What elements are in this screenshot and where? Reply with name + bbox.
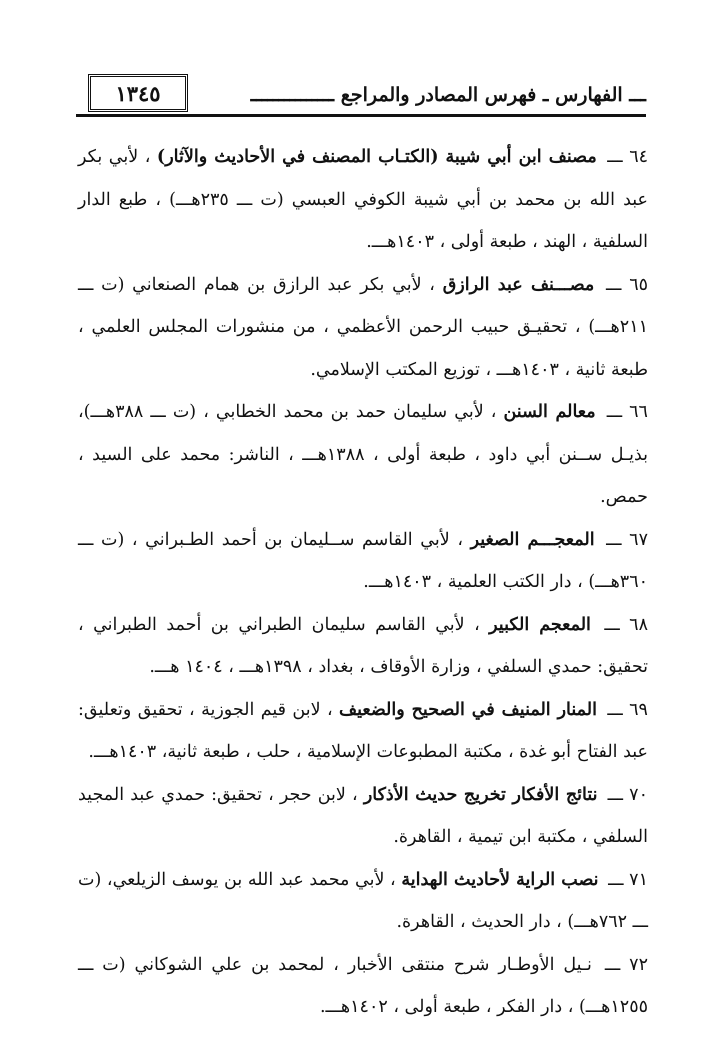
bibliography-entry <box>78 264 648 392</box>
page-number: ١٣٤٥ <box>88 74 188 112</box>
entry-title: المعجـــم الصغير <box>470 529 595 550</box>
bibliography-entry <box>78 136 648 264</box>
entry-number: ٦٩ ـــ <box>607 699 648 720</box>
entry-number: ٧١ ـــ <box>608 869 648 890</box>
bibliography-entry <box>78 859 648 944</box>
page-header <box>76 74 646 122</box>
bibliography-entry <box>78 391 648 519</box>
header-rule <box>76 114 646 117</box>
entry-number: ٦٤ ـــ <box>607 147 648 167</box>
entry-details: ، لأبي سليمان حمد بن محمد الخطابي ، (ت ـــ ٣٨٨هـــ)، بذيـل ســنن أبي داود ، طبعة أولى ، ١٣٨٨هـــ ، الناشر: محمد على السيد ، حمص. <box>78 402 648 507</box>
entry-details: ، لأبي محمد عبد الله بن يوسف الزيلعي، (ت ـــ ٧٦٢هـــ) ، دار الحديث ، القاهرة. <box>78 869 648 932</box>
bibliography-entry <box>78 689 648 774</box>
entry-number: ٦٥ ـــ <box>606 274 648 295</box>
entry-number: ٦٦ ـــ <box>606 402 648 422</box>
entry-title: مصنف ابن أبي شيبة (الكتـاب المصنف في الأحاديث والآثار) <box>156 147 597 167</box>
running-title: ـــ الفهارس ـ فهرس المصادر والمراجع ـــــــــــــــ <box>250 84 646 106</box>
entry-number: ٧٠ ـــ <box>607 784 648 805</box>
bibliography-entry <box>78 774 648 859</box>
entry-title: معالم السنن <box>503 402 596 422</box>
bibliography-entry <box>78 604 648 689</box>
entry-details: نـيل الأوطـار شرح منتقى الأخبار ، لمحمد بن علي الشوكاني (ت ـــ ١٢٥٥هـــ) ، دار الفكر ، طبعة أولى ، ١٤٠٢هـــ. <box>78 954 648 1017</box>
entry-details: ، لابن قيم الجوزية ، تحقيق وتعليق: عبد الفتاح أبو غدة ، مكتبة المطبوعات الإسلامية ، حلب ، طبعة ثانية، ١٤٠٣هـــ. <box>78 699 648 762</box>
entry-number: ٦٨ ـــ <box>604 614 648 635</box>
bibliography-list <box>78 136 648 1029</box>
entry-details: ، لأبي القاسم سليمان الطبراني بن أحمد الطبراني ، تحقيق: حمدي السلفي ، وزارة الأوقاف ، بغداد ، ١٣٩٨هـــ ، ١٤٠٤ هـــ. <box>78 614 648 677</box>
entry-title: نتائج الأفكار تخريج حديث الأذكار <box>363 784 598 805</box>
entry-title: نصب الراية لأحاديث الهداية <box>401 869 599 890</box>
entry-details: ، لابن حجر ، تحقيق: حمدي عبد المجيد السلفي ، مكتبة ابن تيمية ، القاهرة. <box>78 784 648 847</box>
entry-number: ٧٢ ـــ <box>604 954 648 975</box>
entry-number: ٦٧ ـــ <box>606 529 648 550</box>
bibliography-entry <box>78 519 648 604</box>
entry-title: مصـــنف عبد الرازق <box>442 274 595 295</box>
entry-title: المنار المنيف في الصحيح والضعيف <box>339 699 597 720</box>
entry-details: ، لأبي بكر عبد الرازق بن همام الصنعاني (ت ـــ ٢١١هـــ) ، تحقيـق حبيب الرحمن الأعظمي ، من منشورات المجلس العلمي ، طبعة ثانية ، ١٤٠٣هـــ ، توزيع المكتب الإسلامي. <box>78 274 648 380</box>
entry-title: المعجم الكبير <box>489 614 591 635</box>
bibliography-entry <box>78 944 648 1029</box>
entry-details: ، لأبي القاسم ســليمان بن أحمد الطـبراني ، (ت ـــ ٣٦٠هـــ) ، دار الكتب العلمية ، ١٤٠٣هـــ. <box>78 529 648 592</box>
entry-details: ، لأبي بكر عبد الله بن محمد بن أبي شيبة الكوفي العبسي (ت ـــ ٢٣٥هـــ) ، طبع الدار السلفية ، الهند ، طبعة أولى ، ١٤٠٣هـــ. <box>78 147 648 252</box>
